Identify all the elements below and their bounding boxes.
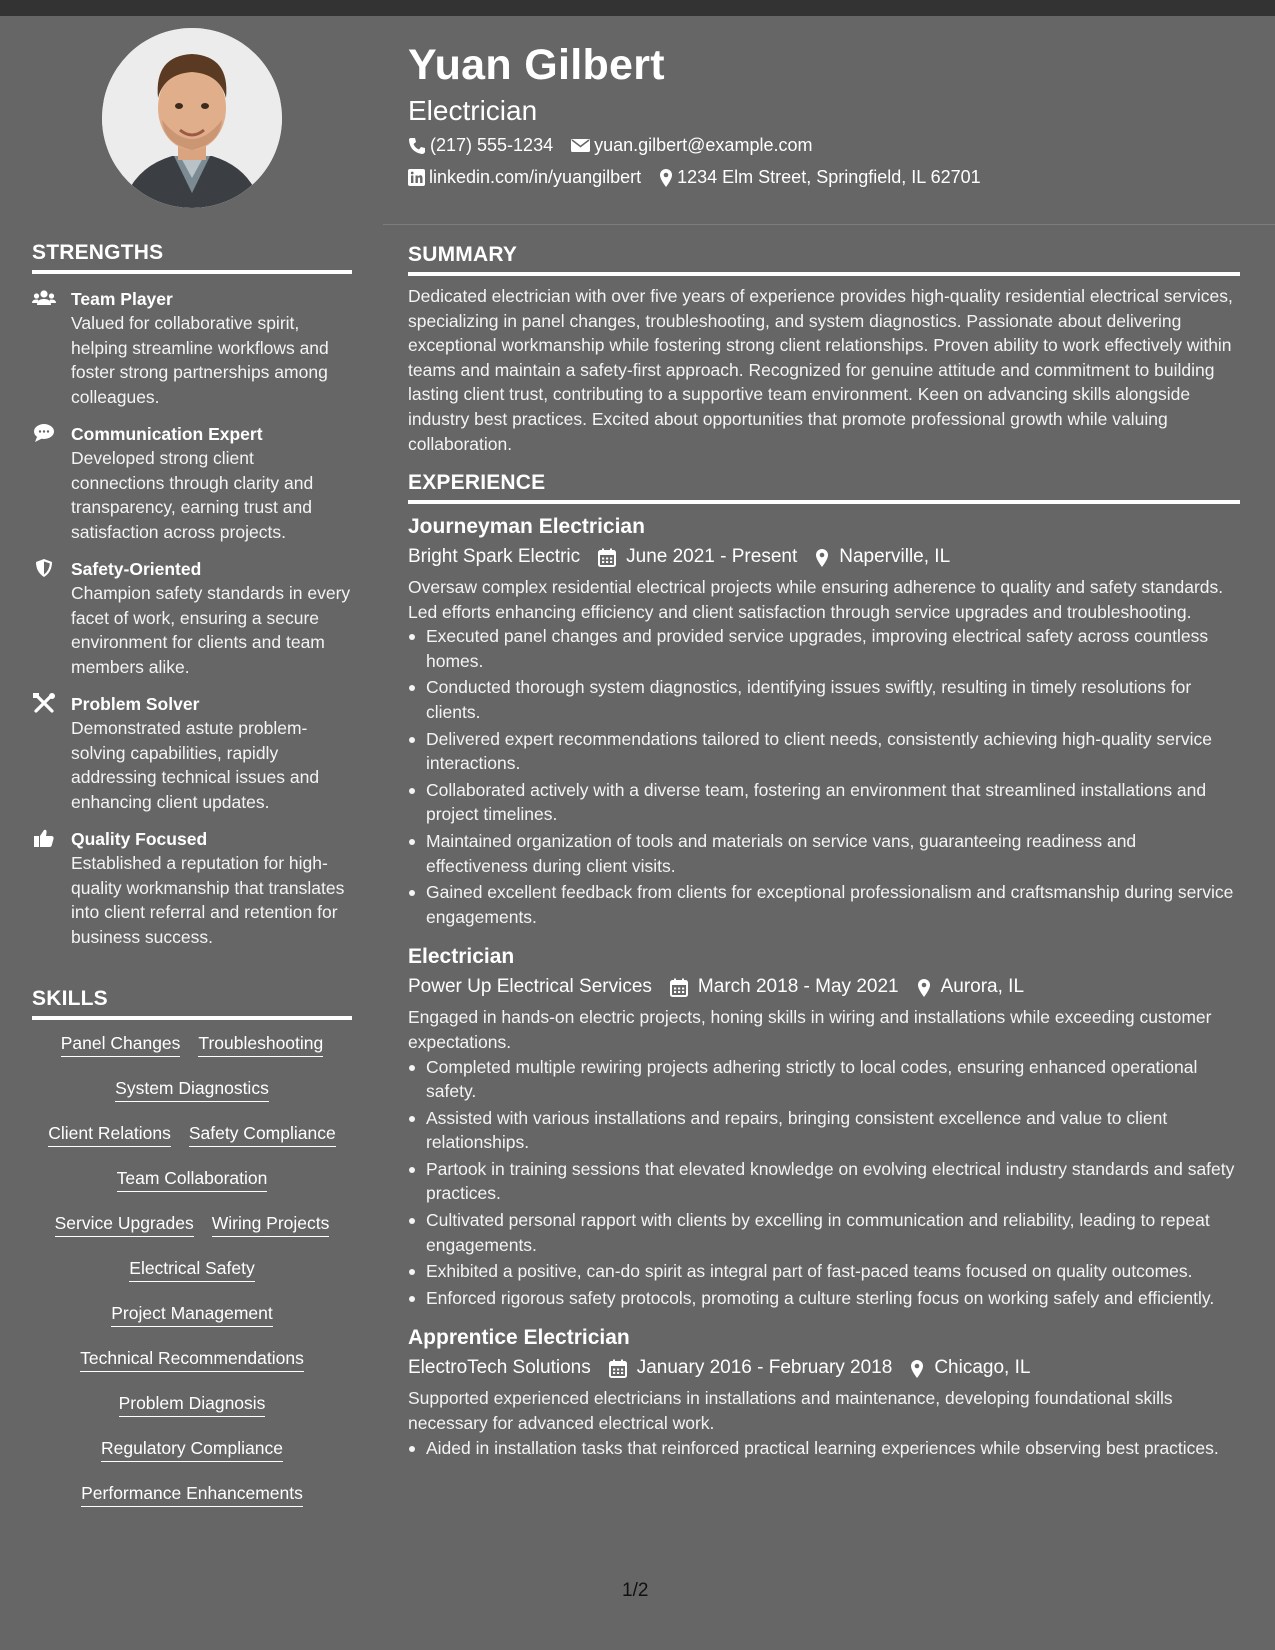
profile-photo [102,28,282,208]
job-company: Bright Spark Electric [408,546,581,567]
job-bullets [408,1055,1240,1311]
tools-icon [32,693,56,713]
calendar-icon [670,978,688,997]
job-bullet: Completed multiple rewiring projects adhering strictly to local codes, ensuring enhanced operational safety. [408,1055,1240,1104]
job-company: ElectroTech Solutions [408,1357,591,1379]
job-bullet: Aided in installation tasks that reinforced practical learning experiences while observing best practices. [408,1436,1240,1461]
strength-description: Demonstrated astute problem-solving capabilities, rapidly addressing technical issues and enhancing client updates. [71,718,320,812]
job-bullet: Collaborated actively with a diverse team, fostering an environment that streamlined installations and project timelines. [408,778,1240,827]
job-title: Apprentice Electrician [408,1326,630,1350]
job-company: Power Up Electrical Services [408,976,652,998]
skill-tag: System Diagnostics [115,1077,269,1102]
strength-item [32,287,352,409]
thumbs-up-icon [32,828,56,848]
calendar-icon [598,548,616,567]
job-location: Naperville, IL [839,546,951,567]
strength-item [32,557,352,679]
skill-tag: Client Relations [48,1122,171,1147]
skill-tag: Team Collaboration [117,1167,268,1192]
summary-section [408,243,1240,456]
linkedin-contact[interactable] [408,167,641,188]
street-address: 1234 Elm Street, Springfield, IL 62701 [677,167,981,187]
job-meta [408,543,1240,571]
job-bullet: Assisted with various installations and repairs, bringing consistent excellence and value to client relationships. [408,1106,1240,1155]
skill-row [32,1437,352,1482]
skill-row [32,1212,352,1257]
skill-row [32,1392,352,1437]
shield-icon [32,558,56,578]
job-description: Engaged in hands-on electric projects, honing skills in wiring and installations while exceeding customer expectations. [408,1007,1212,1052]
job-entry [408,943,1240,1310]
header-divider [383,224,1275,225]
users-icon [32,288,56,308]
envelope-icon [571,138,590,153]
skill-tag: Troubleshooting [198,1032,323,1057]
candidate-name: Yuan Gilbert [408,41,665,89]
job-dates-wrap [609,1354,893,1382]
strength-description: Developed strong client connections through clarity and transparency, earning trust and satisfaction across projects. [71,448,314,542]
map-pin-icon [917,978,931,997]
strength-title: Problem Solver [71,694,200,714]
viewer-top-bar [0,0,1275,16]
strength-description: Established a reputation for high-quality workmanship that translates into client referral and retention for business success. [71,853,345,947]
job-dates: January 2016 - February 2018 [636,1357,893,1379]
skill-tag: Service Upgrades [55,1212,194,1237]
strength-description: Champion safety standards in every facet of work, ensuring a secure environment for clients and team members alike. [71,583,351,677]
job-entry [408,513,1240,929]
email-address[interactable]: yuan.gilbert@example.com [594,135,813,155]
skill-tag: Safety Compliance [189,1122,336,1147]
job-entry [408,1324,1240,1460]
linkedin-url[interactable]: linkedin.com/in/yuangilbert [429,167,642,187]
skill-row [32,1167,352,1212]
map-pin-icon [659,168,673,187]
strength-title: Communication Expert [71,424,263,444]
strength-title: Safety-Oriented [71,559,202,579]
summary-text: Dedicated electrician with over five years of experience provides high-quality residential electrical services, specializing in panel changes, troubleshooting, and system diagnostics. Passionate about delivering exceptional workmanship while fostering strong client relationships. Proven ability to work effectively within teams and maintain a safety-first approach. Recognized for genuine attitude and commitment to building lasting client trust, contributing to a supportive team environment. Keen on advancing skills alongside industry best practices. Excited about opportunities that promote professional growth while valuing collaboration. [408,286,1233,454]
job-bullet: Conducted thorough system diagnostics, identifying issues swiftly, resulting in timely resolutions for clients. [408,675,1240,724]
phone-number: (217) 555-1234 [430,135,554,155]
skill-tag: Regulatory Compliance [101,1437,283,1462]
map-pin-icon [815,548,829,567]
job-dates: June 2021 - Present [626,546,798,567]
strength-description: Valued for collaborative spirit, helping streamline workflows and foster strong partnerships among colleagues. [71,313,329,407]
skill-tag: Panel Changes [61,1032,181,1057]
experience-section [408,471,1240,1462]
job-bullets [408,1436,1240,1461]
skill-row [32,1257,352,1302]
strength-item [32,827,352,949]
job-bullet: Executed panel changes and provided service upgrades, improving electrical safety across countless homes. [408,624,1240,673]
strengths-heading: STRENGTHS [32,241,352,274]
skill-row [32,1347,352,1392]
summary-heading: SUMMARY [408,243,1240,276]
job-location-wrap [917,973,1024,1001]
skill-tag: Technical Recommendations [80,1347,304,1372]
job-description: Supported experienced electricians in installations and maintenance, developing foundational skills necessary for advanced electrical work. [408,1388,1173,1434]
job-meta [408,973,1240,1001]
candidate-role: Electrician [408,95,538,126]
skill-tag: Wiring Projects [212,1212,330,1237]
calendar-icon [609,1359,627,1378]
job-dates: March 2018 - May 2021 [697,976,899,998]
strengths-section [32,241,352,949]
skill-tag: Project Management [111,1302,272,1327]
map-pin-icon [910,1359,924,1378]
job-meta [408,1354,1240,1382]
resume-page [0,16,1275,1650]
strength-title: Quality Focused [71,829,208,849]
job-bullet: Partook in training sessions that elevated knowledge on evolving electrical industry standards and safety practices. [408,1157,1240,1206]
experience-heading: EXPERIENCE [408,471,1240,504]
skill-tag: Electrical Safety [129,1257,254,1282]
job-location: Aurora, IL [940,976,1025,998]
skill-row [32,1077,352,1122]
skill-row [32,1122,352,1167]
linkedin-icon [408,169,425,186]
job-bullets [408,624,1240,929]
job-bullet: Maintained organization of tools and materials on service vans, guaranteeing readiness and effectiveness during client visits. [408,829,1240,878]
job-location-wrap [910,1354,1030,1382]
skill-row [32,1482,352,1527]
skills-section [32,987,352,1527]
job-bullet: Delivered expert recommendations tailored to client needs, consistently achieving high-quality service interactions. [408,727,1240,776]
skills-heading: SKILLS [32,987,352,1020]
contact-row-2 [408,167,999,188]
strength-title: Team Player [71,289,173,309]
skill-row [32,1302,352,1347]
job-bullet: Enforced rigorous safety protocols, promoting a culture sterling focus on working safely and efficiently. [408,1286,1240,1311]
job-title: Electrician [408,945,515,969]
address-contact [659,167,981,188]
strength-item [32,692,352,814]
speech-bubble-icon [32,423,56,443]
job-bullet: Cultivated personal rapport with clients by excelling in communication and reliability, leading to repeat engagements. [408,1208,1240,1257]
job-dates-wrap [598,543,797,571]
email-contact[interactable] [571,135,812,156]
job-title: Journeyman Electrician [408,515,645,538]
page-number: 1/2 [622,1580,649,1601]
job-description: Oversaw complex residential electrical projects while ensuring adherence to quality and safety standards. Led efforts enhancing efficiency and client satisfaction through service upgrades and troubleshooting. [408,577,1224,622]
job-location-wrap [815,543,950,571]
skill-tag: Performance Enhancements [81,1482,303,1507]
phone-contact [408,135,553,156]
job-location: Chicago, IL [934,1357,1031,1379]
portrait-image [102,28,282,208]
skill-row [32,1032,352,1077]
job-bullet: Gained excellent feedback from clients for exceptional professionalism and craftsmanship during service engagements. [408,880,1240,929]
contact-row-1 [408,135,830,156]
skills-list [32,1032,352,1527]
job-dates-wrap [670,973,899,1001]
phone-icon [408,137,426,155]
strength-item [32,422,352,544]
skill-tag: Problem Diagnosis [119,1392,266,1417]
job-bullet: Exhibited a positive, can-do spirit as integral part of fast-paced teams focused on quality outcomes. [408,1259,1240,1284]
